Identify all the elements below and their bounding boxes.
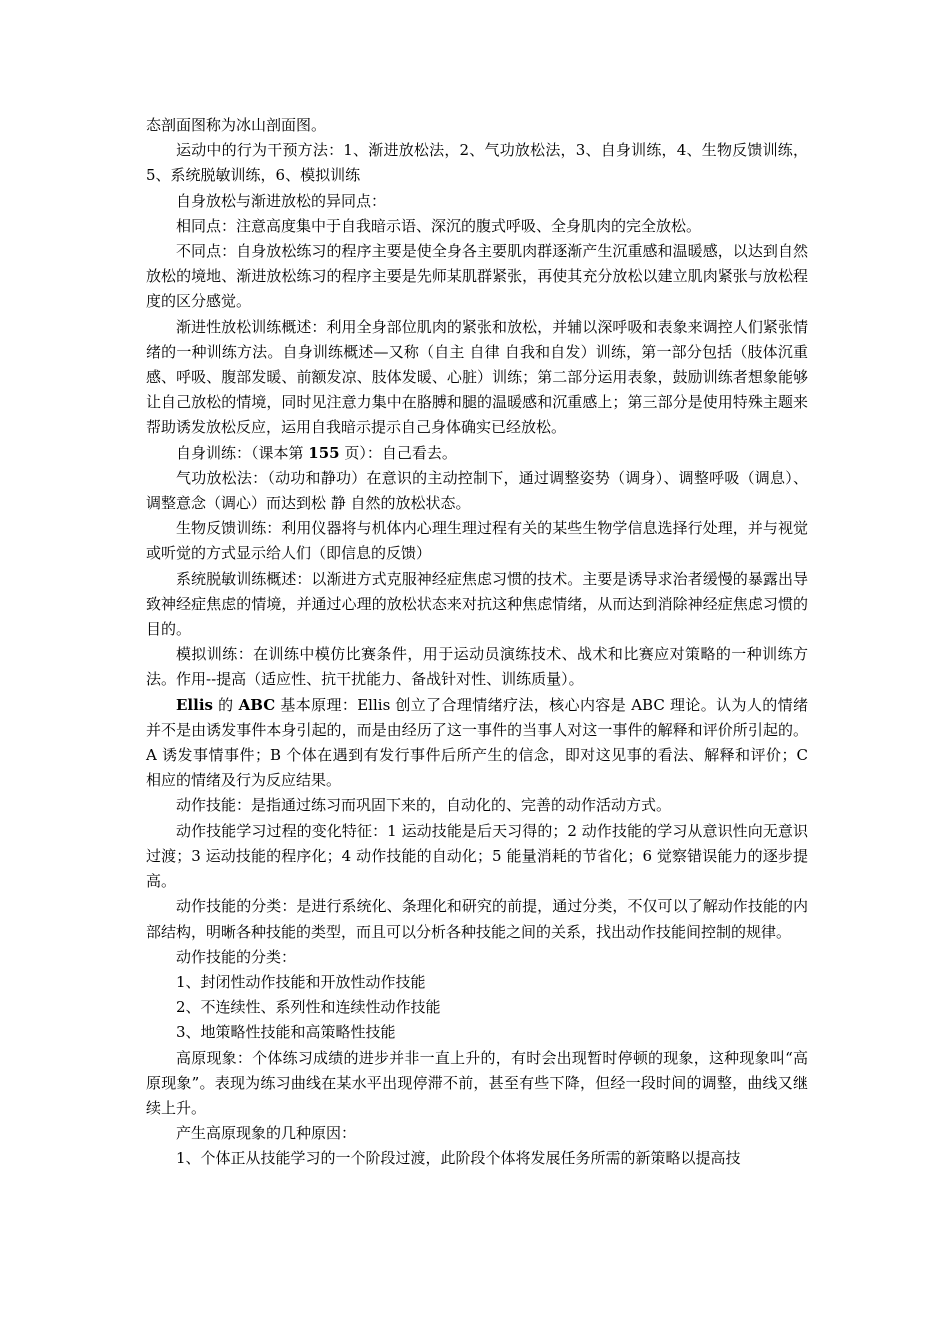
paragraph-text: 生物反馈训练：利用仪器将与机体内心理生理过程有关的某些生物学信息选择行处理，并与视觉或听觉的方式显示给人们（即信息的反馈） xyxy=(146,519,808,563)
paragraph-text: 1、个体正从技能学习的一个阶段过渡，此阶段个体将发展任务所需的新策略以提高技 xyxy=(176,1149,741,1168)
paragraph-text: 动作技能：是指通过练习而巩固下来的，自动化的、完善的动作活动方式。 xyxy=(176,796,672,815)
paragraph xyxy=(146,894,808,944)
bold-text: ABC xyxy=(238,695,276,714)
paragraph-text: 态剖面图称为冰山剖面图。 xyxy=(146,116,327,134)
paragraph xyxy=(146,214,808,239)
paragraph xyxy=(146,642,808,692)
paragraph-text: 页）：自己看去。 xyxy=(339,443,457,462)
bold-text: 155 xyxy=(308,443,340,462)
paragraph-text: 基本原理：Ellis 创立了合理情绪疗法，核心内容是 ABC 理论。认为人的情绪并不是由诱发事件本身引起的，而是由经历了这一事件的当事人对这一事件的解释和评价所引起的。A 诱发事情事件；B 个体在遇到有发行事件后所产生的信念，即对这见事的看法、解释和评价；C 相应的情绪及行为反应结果。 xyxy=(146,695,808,790)
paragraph-text: 不同点：自身放松练习的程序主要是使全身各主要肌肉群逐渐产生沉重感和温暖感，以达到自然放松的境地、渐进放松练习的程序主要是先师某肌群紧张，再使其充分放松以建立肌肉紧张与放松程度的区分感觉。 xyxy=(146,242,808,311)
paragraph-text: 模拟训练：在训练中模仿比赛条件，用于运动员演练技术、战术和比赛应对策略的一种训练方法。作用--提高（适应性、抗干扰能力、备战针对性、训练质量）。 xyxy=(146,645,808,689)
paragraph xyxy=(146,995,808,1020)
paragraph xyxy=(146,819,808,895)
paragraph xyxy=(146,970,808,995)
paragraph xyxy=(146,1121,808,1146)
paragraph-text: 动作技能的分类：是进行系统化、条理化和研究的前提，通过分类，不仅可以了解动作技能的内部结构，明晰各种技能的类型，而且可以分析各种技能之间的关系，找出动作技能间控制的规律。 xyxy=(146,897,808,941)
paragraph xyxy=(146,693,808,794)
paragraph-text: 1、封闭性动作技能和开放性动作技能 xyxy=(176,972,426,991)
paragraph xyxy=(146,1146,808,1171)
paragraph-text: 2、不连续性、系列性和连续性动作技能 xyxy=(176,998,441,1017)
paragraph xyxy=(146,945,808,970)
paragraph-text: 运动中的行为干预方法：1、渐进放松法，2、气功放松法，3、自身训练，4、生物反馈训练，5、系统脱敏训练，6、模拟训练 xyxy=(146,141,808,185)
paragraph xyxy=(146,567,808,643)
bold-text: Ellis xyxy=(176,695,213,714)
paragraph-text: 的 xyxy=(212,695,239,714)
paragraph xyxy=(146,189,808,214)
document-page xyxy=(146,113,808,1172)
paragraph-text: 动作技能的分类： xyxy=(176,947,297,966)
paragraph xyxy=(146,138,808,188)
paragraph-text: 动作技能学习过程的变化特征：1 运动技能是后天习得的；2 动作技能的学习从意识性向无意识过渡；3 运动技能的程序化；4 动作技能的自动化；5 能量消耗的节省化；6 觉察错误能力的逐步提高。 xyxy=(146,821,808,891)
paragraph xyxy=(146,1020,808,1045)
paragraph xyxy=(146,516,808,566)
paragraph-text: 3、地策略性技能和高策略性技能 xyxy=(176,1023,396,1042)
paragraph xyxy=(146,315,808,441)
paragraph xyxy=(146,239,808,315)
paragraph xyxy=(146,466,808,516)
paragraph-text: 产生高原现象的几种原因： xyxy=(176,1124,357,1143)
paragraph xyxy=(146,793,808,818)
paragraph-text: 自身训练：（课本第 xyxy=(176,443,309,462)
paragraph xyxy=(146,441,808,466)
paragraph-text: 系统脱敏训练概述：以渐进方式克服神经症焦虑习惯的技术。主要是诱导求治者缓慢的暴露出导致神经症焦虑的情境，并通过心理的放松状态来对抗这种焦虑情绪，从而达到消除神经症焦虑习惯的目的。 xyxy=(146,569,808,639)
paragraph xyxy=(146,113,808,138)
paragraph xyxy=(146,1046,808,1122)
paragraph-text: 高原现象：个体练习成绩的进步并非一直上升的，有时会出现暂时停顿的现象，这种现象叫“高原现象”。表现为练习曲线在某水平出现停滞不前，甚至有些下降，但经一段时间的调整，曲线又继续上升。 xyxy=(146,1048,808,1117)
paragraph-text: 相同点：注意高度集中于自我暗示语、深沉的腹式呼吸、全身肌肉的完全放松。 xyxy=(176,216,702,235)
paragraph-text: 气功放松法：（动功和静功）在意识的主动控制下，通过调整姿势（调身）、调整呼吸（调息）、调整意念（调心）而达到松 静 自然的放松状态。 xyxy=(146,468,808,513)
paragraph-text: 自身放松与渐进放松的异同点： xyxy=(176,191,387,210)
paragraph-text: 渐进性放松训练概述：利用全身部位肌肉的紧张和放松，并辅以深呼吸和表象来调控人们紧张情绪的一种训练方法。自身训练概述—又称（自主 自律 自我和自发）训练，第一部分包括（肢体沉重感、呼吸、腹部发暖、前额发凉、肢体发暖、心脏）训练；第二部分运用表象，鼓励训练者想象能够让自己放松的情境，同时见注意力集中在胳膊和腿的温暖感和沉重感上；第三部分是使用特殊主题来帮助诱发放松反应，运用自我暗示提示自己身体确实已经放松。 xyxy=(146,317,808,437)
